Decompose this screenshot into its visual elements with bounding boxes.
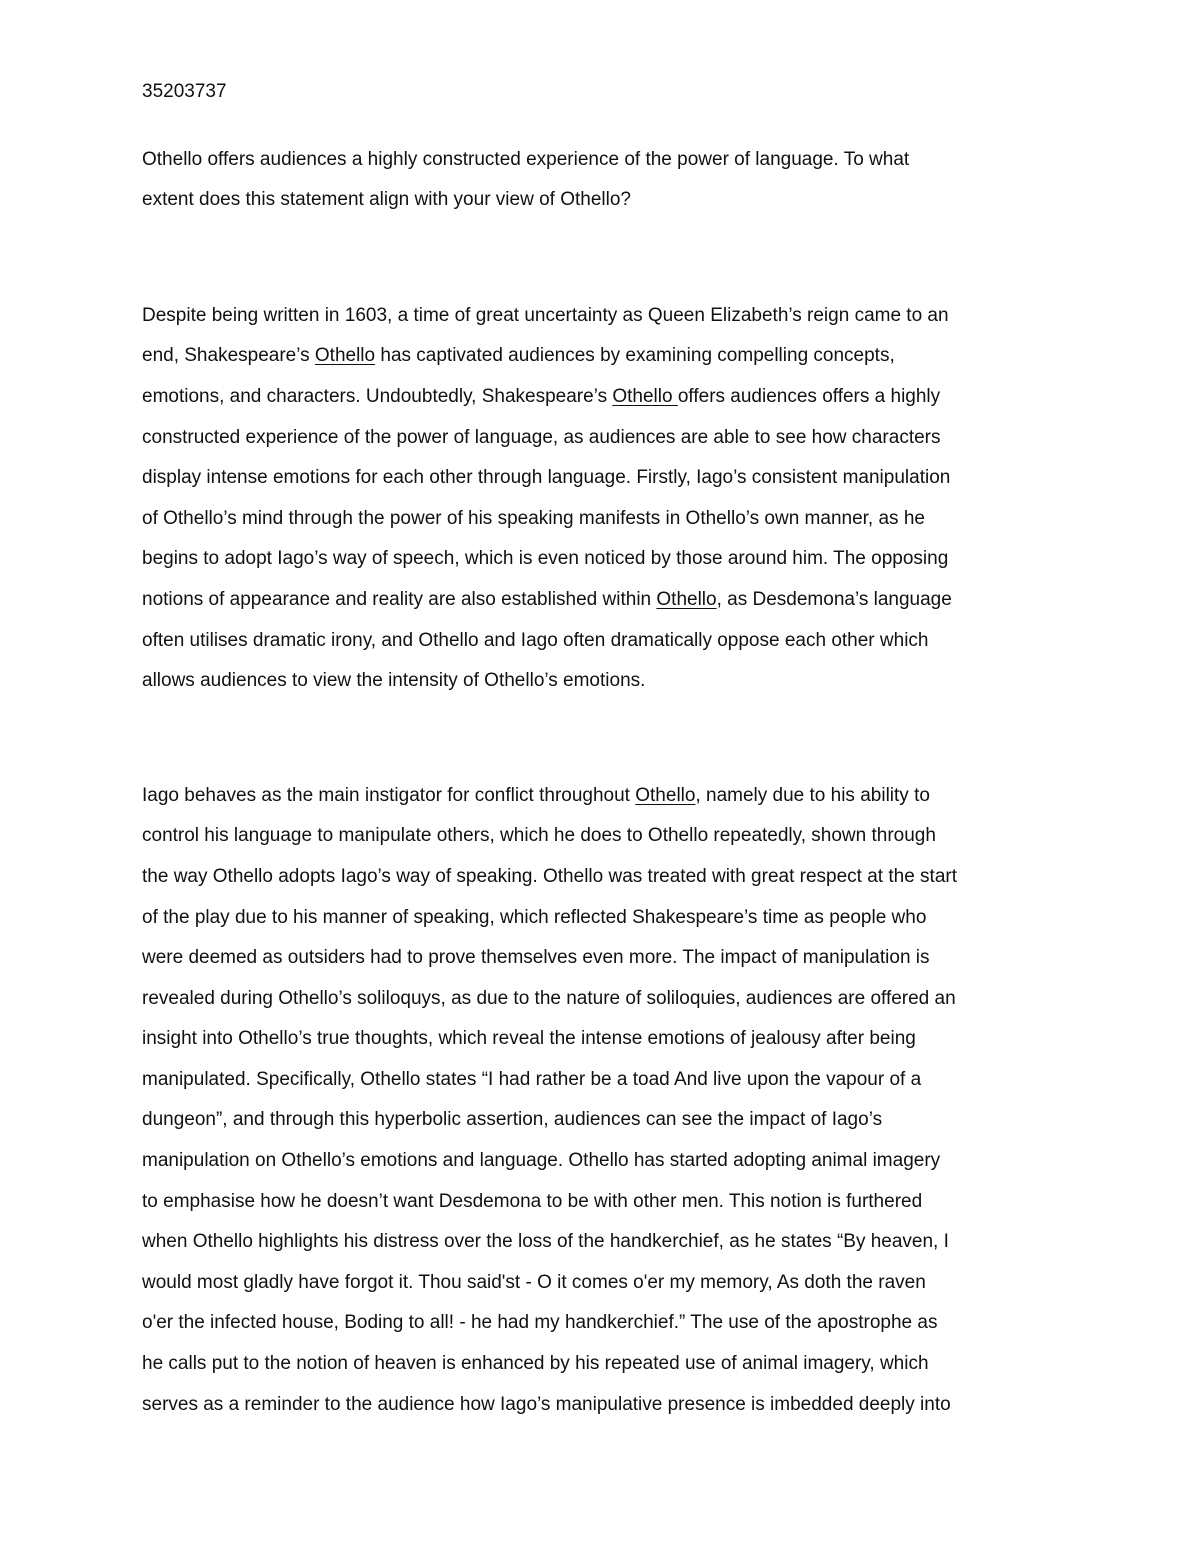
underlined-title-othello: Othello	[635, 784, 696, 806]
underlined-title-othello: Othello	[314, 345, 376, 367]
paragraph-line: serves as a reminder to the audience how Iago’s manipulative presence is imbedded deeply into	[142, 1393, 951, 1415]
paragraph-line: would most gladly have forgot it. Thou said'st - O it comes o'er my memory, As doth the raven	[142, 1271, 926, 1293]
paragraph-introduction	[142, 296, 1062, 702]
paragraph-line-segment: notions of appearance and reality are also established within	[142, 588, 657, 610]
underlined-title-othello: Othello	[656, 588, 717, 610]
paragraph-line: of Othello’s mind through the power of his speaking manifests in Othello’s own manner, as he	[142, 507, 925, 529]
paragraph-line: allows audiences to view the intensity of Othello’s emotions.	[142, 670, 646, 692]
paragraph-line-segment: , as Desdemona’s language	[716, 588, 952, 610]
paragraph-line: when Othello highlights his distress over the loss of the handkerchief, as he states “By heaven, I	[142, 1231, 949, 1253]
paragraph-line-segment: Iago behaves as the main instigator for conflict throughout	[142, 784, 636, 806]
paragraph-line: revealed during Othello’s soliloquys, as due to the nature of soliloquies, audiences are offered an	[142, 987, 956, 1009]
essay-question-line: Othello offers audiences a highly constructed experience of the power of language. To what	[142, 148, 910, 170]
paragraph-line: manipulation on Othello’s emotions and language. Othello has started adopting animal imagery	[142, 1150, 941, 1172]
paragraph-line: were deemed as outsiders had to prove themselves even more. The impact of manipulation is	[142, 947, 930, 969]
paragraph-line: of the play due to his manner of speaking, which reflected Shakespeare’s time as people who	[142, 906, 927, 928]
paragraph-line-segment: has captivated audiences by examining compelling concepts,	[375, 345, 895, 367]
paragraph-line-segment: , namely due to his ability to	[695, 784, 930, 806]
paragraph-line: insight into Othello’s true thoughts, which reveal the intense emotions of jealousy after being	[142, 1028, 916, 1050]
paragraph-line: control his language to manipulate others, which he does to Othello repeatedly, shown through	[142, 825, 936, 847]
paragraph-line: to emphasise how he doesn’t want Desdemona to be with other men. This notion is furthered	[142, 1190, 923, 1212]
paragraph-line: dungeon”, and through this hyperbolic assertion, audiences can see the impact of Iago’s	[142, 1109, 883, 1131]
paragraph-line: the way Othello adopts Iago’s way of speaking. Othello was treated with great respect at the start	[142, 865, 957, 887]
paragraph-line: often utilises dramatic irony, and Othello and Iago often dramatically oppose each other which	[142, 629, 929, 651]
paragraph-body-one	[142, 776, 1062, 1426]
essay-question-line: extent does this statement align with your view of Othello?	[142, 189, 631, 211]
paragraph-line: display intense emotions for each other through language. Firstly, Iago’s consistent manipulation	[142, 467, 951, 489]
paragraph-line: manipulated. Specifically, Othello states “I had rather be a toad And live upon the vapour of a	[142, 1068, 922, 1090]
paragraph-line: he calls put to the notion of heaven is enhanced by his repeated use of animal imagery, which	[142, 1353, 929, 1375]
underlined-title-othello: Othello	[612, 385, 678, 407]
paragraph-line-segment: emotions, and characters. Undoubtedly, Shakespeare’s	[142, 385, 613, 407]
paragraph-line: o'er the infected house, Boding to all! - he had my handkerchief.” The use of the apostrophe as	[142, 1312, 938, 1334]
document-page	[142, 72, 1062, 1425]
paragraph-line: constructed experience of the power of language, as audiences are able to see how characters	[142, 426, 941, 448]
essay-question	[142, 140, 1062, 221]
paragraph-line-segment: offers audiences offers a highly	[677, 385, 941, 407]
student-id: 35203737	[142, 81, 227, 102]
paragraph-line-segment: end, Shakespeare’s	[142, 345, 315, 367]
paragraph-line: Despite being written in 1603, a time of great uncertainty as Queen Elizabeth’s reign came to an	[142, 304, 949, 326]
paragraph-line: begins to adopt Iago’s way of speech, which is even noticed by those around him. The opposing	[142, 548, 949, 570]
